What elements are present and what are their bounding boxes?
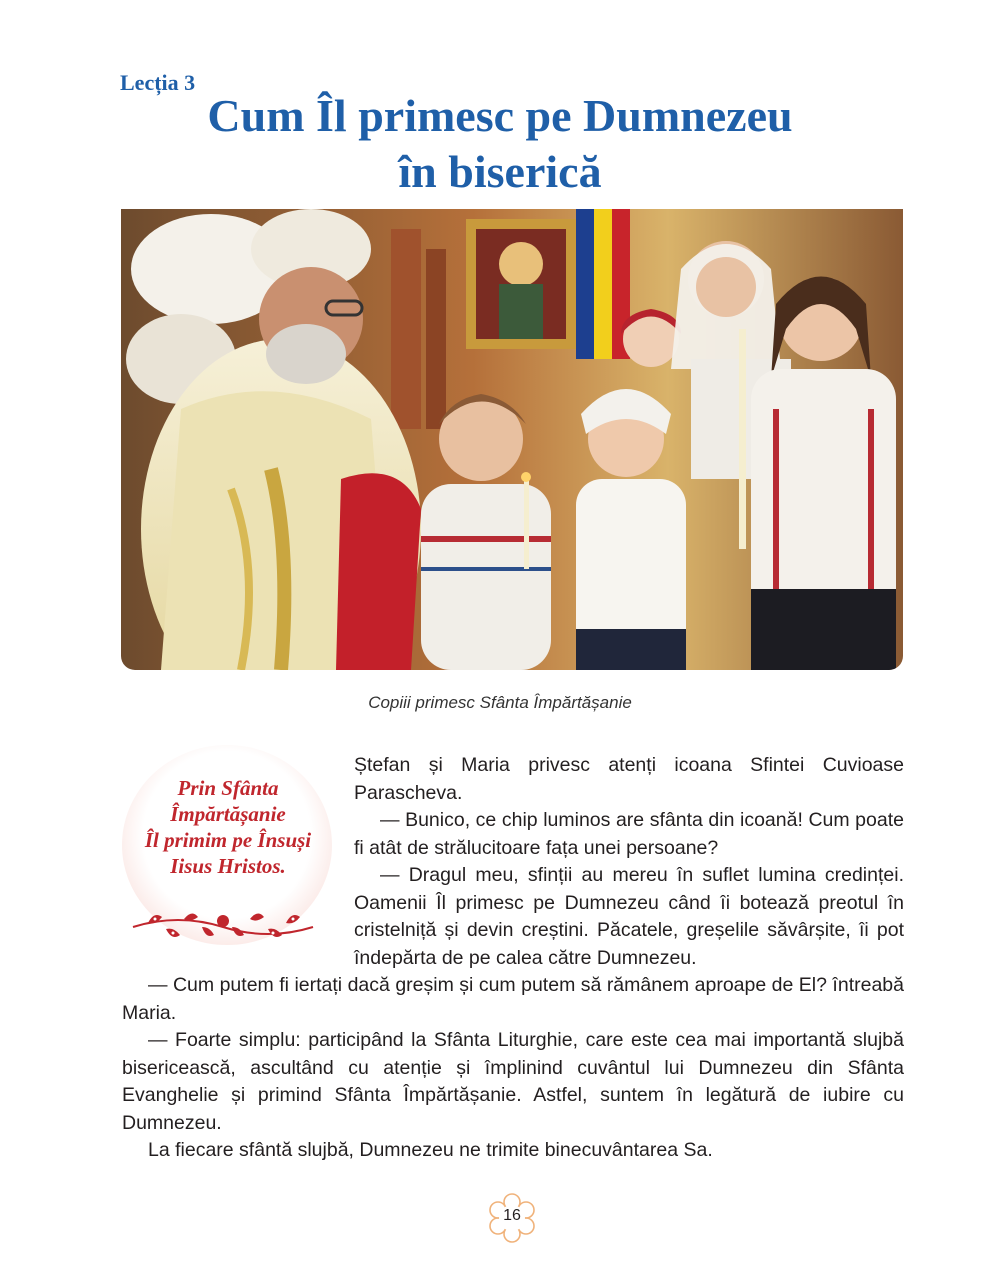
paragraph: — Bunico, ce chip luminos are sfânta din icoană! Cum poate fi atât de strălucitoare fața unei persoane? — [354, 809, 904, 859]
paragraph: — Foarte simplu: participând la Sfânta Liturghie, care este cea mai importantă slujbă bisericească, ascultând cu atenție și împlinind cuvântul lui Dumnezeu din Sfânta Evanghelie și primind Sfânta Împărtășanie. Astfel, suntem în legătură de iubire cu Dumnezeu. — [122, 1029, 904, 1134]
paragraph: Ștefan și Maria privesc atenți icoana Sfintei Cuvioase Parascheva. — [354, 754, 904, 804]
paragraph: — Dragul meu, sfinții au mereu în suflet lumina credinței. Oamenii Îl primesc pe Dumnezeu când îi botează preotul în cristelniță și devin creștini. Păcatele, greșelile săvârșite, îi pot îndepărta de pe calea către Dumnezeu. — [354, 864, 904, 969]
lesson-label: Lecția 3 — [120, 70, 196, 95]
page-number — [487, 1193, 537, 1243]
paragraph: La fiecare sfântă slujbă, Dumnezeu ne trimite binecuvântarea Sa. — [148, 1139, 713, 1161]
paragraph: — Cum putem fi iertați dacă greșim și cum putem să rămânem aproape de El? întreabă Maria. — [122, 974, 904, 1024]
quote-line-3: Îl primim pe Însuși — [144, 828, 312, 852]
title-line-1: Cum Îl primesc pe Dumnezeu — [207, 90, 793, 141]
lesson-body — [122, 752, 904, 1165]
page-number-text: 16 — [503, 1207, 521, 1224]
photo-priest-communion-icon — [121, 209, 903, 670]
quote-line-1: Prin Sfânta — [177, 776, 279, 800]
lesson-photo — [121, 209, 903, 670]
page-title — [0, 88, 1000, 200]
photo-caption: Copiii primesc Sfânta Împărtășanie — [368, 693, 632, 712]
quote-line-4: Iisus Hristos. — [170, 854, 286, 878]
quote-spacer — [122, 752, 354, 972]
quote-line-2: Împărtășanie — [170, 802, 286, 826]
title-line-2: în biserică — [398, 146, 602, 197]
